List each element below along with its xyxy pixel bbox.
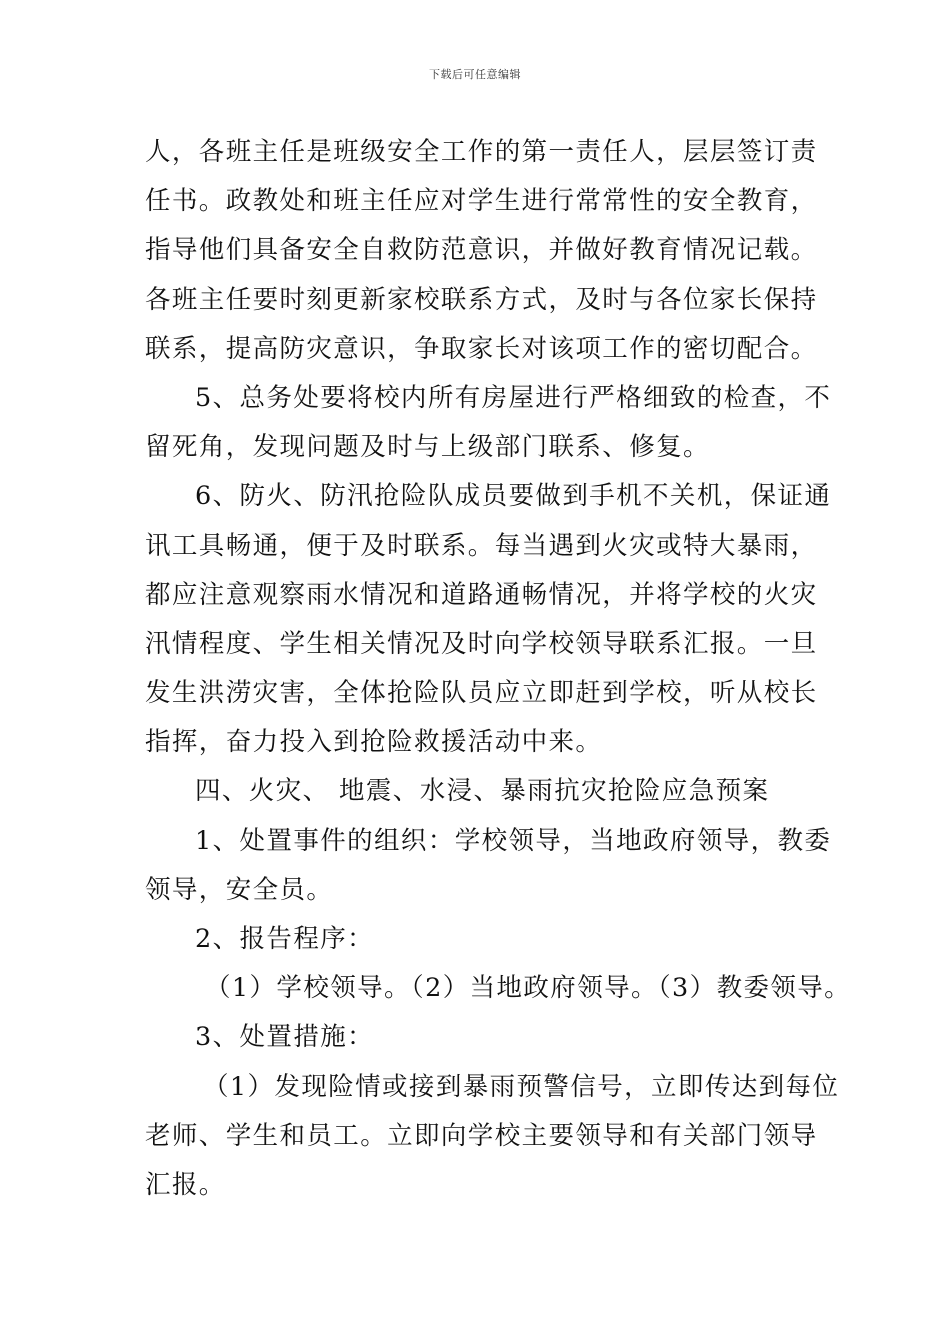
text-line: 都应注意观察雨水情况和道路通畅情况，并将学校的火灾: [145, 579, 818, 610]
paragraph-start-line: 5、总务处要将校内所有房屋进行严格细致的检查，不: [195, 382, 832, 413]
text-line: 老师、学生和员工。立即向学校主要领导和有关部门领导: [145, 1120, 818, 1151]
paragraph-start-line: 2、报告程序：: [195, 924, 375, 954]
paragraph-start-line: 1、处置事件的组织：学校领导，当地政府领导，教委: [195, 825, 832, 856]
page-header: 下载后可任意编辑: [429, 68, 521, 81]
text-line: 各班主任要时刻更新家校联系方式，及时与各位家长保持: [145, 284, 818, 315]
text-line: 联系，提高防灾意识，争取家长对该项工作的密切配合。: [145, 333, 818, 364]
text-line: 留死角，发现问题及时与上级部门联系、修复。: [145, 432, 710, 463]
text-line: 汛情程度、学生相关情况及时向学校领导联系汇报。一旦: [145, 628, 818, 659]
paragraph-start-line: （1）发现险情或接到暴雨预警信号，立即传达到每位: [203, 1071, 840, 1102]
text-line: 汇报。: [145, 1169, 226, 1200]
paragraph-start-line: （1）学校领导。（2）当地政府领导。（3）教委领导。: [205, 973, 852, 1004]
text-line: 指挥，奋力投入到抢险救援活动中来。: [145, 727, 603, 758]
document-body: [145, 128, 852, 1210]
paragraph-start-line: 3、处置措施：: [195, 1022, 375, 1053]
text-line: 讯工具畅通，便于及时联系。每当遇到火灾或特大暴雨，: [145, 530, 818, 561]
text-line: 指导他们具备安全自救防范意识，并做好教育情况记载。: [145, 235, 818, 266]
section-heading: 四、火灾、 地震、水浸、暴雨抗灾抢险应急预案: [195, 776, 770, 807]
text-line: 发生洪涝灾害，全体抢险队员应立即赶到学校，听从校长: [145, 678, 818, 709]
text-line: 领导，安全员。: [145, 874, 334, 905]
text-line: 任书。政教处和班主任应对学生进行常常性的安全教育，: [145, 186, 818, 217]
text-line: 人，各班主任是班级安全工作的第一责任人，层层签订责: [145, 137, 818, 167]
paragraph-start-line: 6、防火、防汛抢险队成员要做到手机不关机，保证通: [195, 481, 832, 512]
